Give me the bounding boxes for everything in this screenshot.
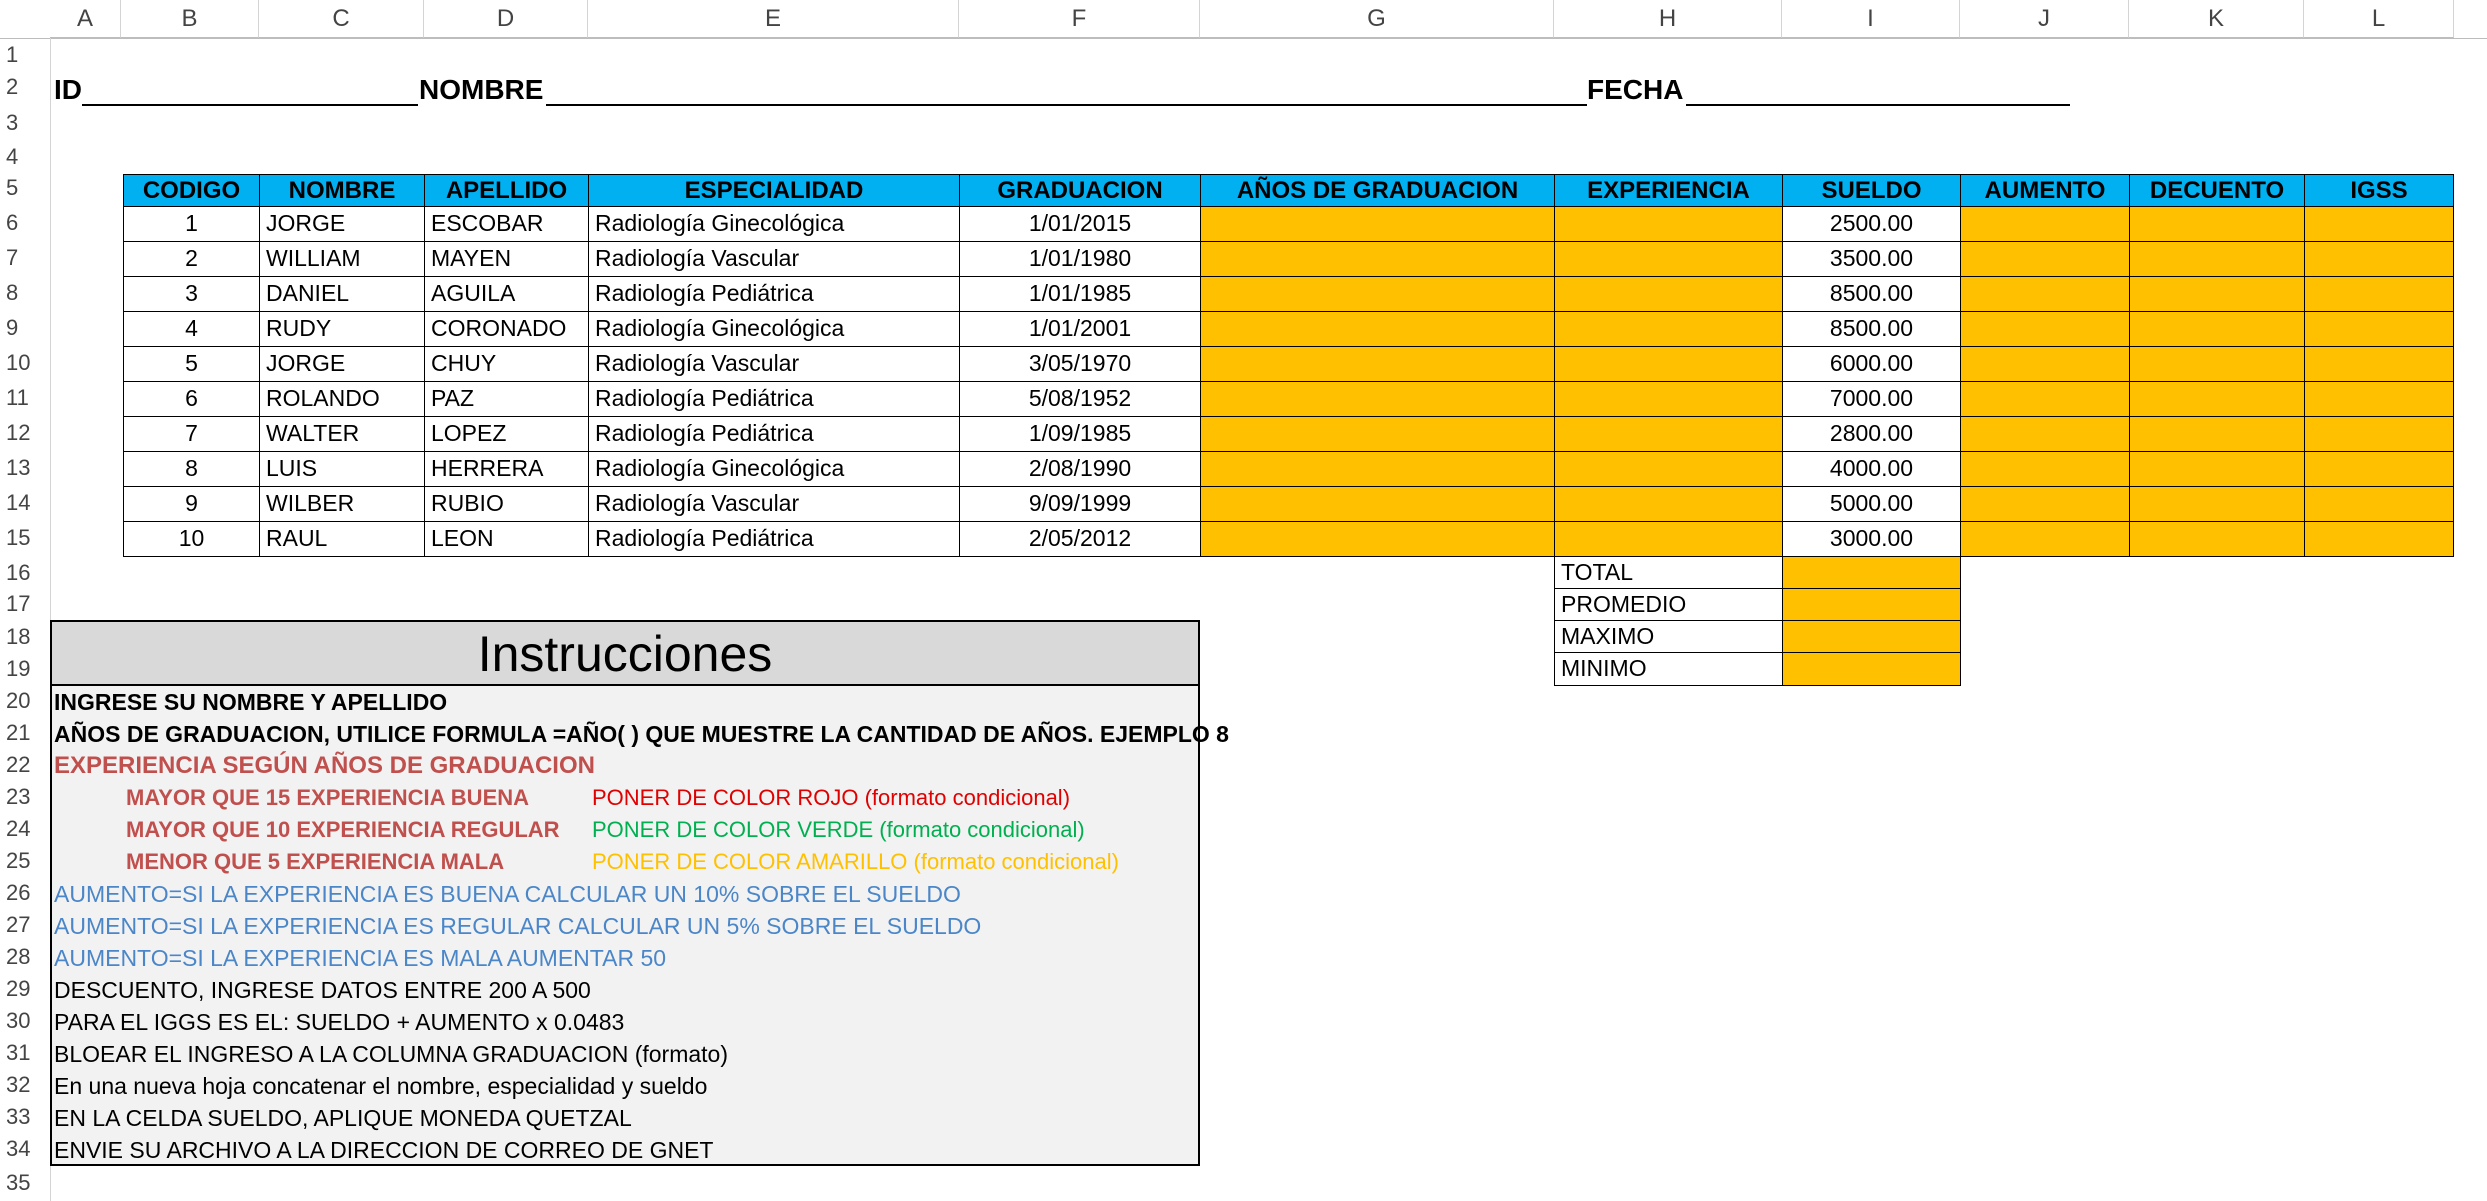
cell-codigo[interactable]: 2: [123, 241, 260, 277]
cell-igss[interactable]: [2304, 346, 2454, 382]
cell-experiencia[interactable]: [1554, 486, 1783, 522]
id-label: ID: [54, 74, 82, 105]
cell-igss[interactable]: [2304, 521, 2454, 557]
cell-experiencia[interactable]: [1554, 451, 1783, 487]
header-igss[interactable]: IGSS: [2304, 174, 2454, 207]
row-header-14[interactable]: 14: [0, 490, 50, 516]
cell-decuento[interactable]: [2129, 521, 2305, 557]
column-header-G[interactable]: G: [1200, 0, 1554, 38]
nombre-blank-line[interactable]: [546, 104, 1587, 106]
cell-anos-graduacion[interactable]: [1200, 416, 1555, 452]
column-header-A[interactable]: A: [50, 0, 121, 38]
instructions-title[interactable]: Instrucciones: [50, 620, 1200, 686]
row-header-1[interactable]: 1: [0, 42, 50, 68]
cell-sueldo[interactable]: 3500.00: [1782, 241, 1961, 277]
cell-apellido[interactable]: CHUY: [424, 346, 589, 382]
cell-codigo[interactable]: 6: [123, 381, 260, 417]
cell-sueldo[interactable]: 2500.00: [1782, 206, 1961, 242]
cell-decuento[interactable]: [2129, 241, 2305, 277]
instruction-line[interactable]: INGRESE SU NOMBRE Y APELLIDO: [54, 689, 448, 715]
cell-experiencia[interactable]: [1554, 311, 1783, 347]
cell-decuento[interactable]: [2129, 451, 2305, 487]
cell-aumento[interactable]: [1960, 451, 2130, 487]
cell-anos-graduacion[interactable]: [1200, 276, 1555, 312]
cell-graduacion[interactable]: 1/01/1980: [959, 241, 1201, 277]
cell-decuento[interactable]: [2129, 486, 2305, 522]
row-header-27[interactable]: 27: [0, 912, 50, 938]
row-header-19[interactable]: 19: [0, 656, 50, 682]
cell-graduacion[interactable]: 5/08/1952: [959, 381, 1201, 417]
cell-decuento[interactable]: [2129, 276, 2305, 312]
cell-anos-graduacion[interactable]: [1200, 346, 1555, 382]
cell-sueldo[interactable]: 2800.00: [1782, 416, 1961, 452]
row-header-6[interactable]: 6: [0, 210, 50, 236]
cell-experiencia[interactable]: [1554, 346, 1783, 382]
cell-graduacion[interactable]: 3/05/1970: [959, 346, 1201, 382]
cell-apellido[interactable]: CORONADO: [424, 311, 589, 347]
header-experiencia[interactable]: EXPERIENCIA: [1554, 174, 1783, 207]
cell-igss[interactable]: [2304, 416, 2454, 452]
cell-codigo[interactable]: 5: [123, 346, 260, 382]
cell-apellido[interactable]: AGUILA: [424, 276, 589, 312]
header-apellido[interactable]: APELLIDO: [424, 174, 589, 207]
cell-codigo[interactable]: 3: [123, 276, 260, 312]
row-header-5[interactable]: 5: [0, 175, 50, 201]
cell-igss[interactable]: [2304, 276, 2454, 312]
instruction-line[interactable]: PONER DE COLOR VERDE (formato condicional): [592, 817, 1085, 842]
cell-decuento[interactable]: [2129, 346, 2305, 382]
cell-aumento[interactable]: [1960, 241, 2130, 277]
cell-codigo[interactable]: 9: [123, 486, 260, 522]
cell-nombre[interactable]: WALTER: [259, 416, 425, 452]
cell-graduacion[interactable]: 2/08/1990: [959, 451, 1201, 487]
cell-aumento[interactable]: [1960, 311, 2130, 347]
cell-graduacion[interactable]: 1/09/1985: [959, 416, 1201, 452]
cell-especialidad[interactable]: Radiología Vascular: [588, 346, 960, 382]
row-header-17[interactable]: 17: [0, 591, 50, 617]
cell-sueldo[interactable]: 3000.00: [1782, 521, 1961, 557]
cell-apellido[interactable]: LEON: [424, 521, 589, 557]
cell-sueldo[interactable]: 5000.00: [1782, 486, 1961, 522]
row-header-31[interactable]: 31: [0, 1040, 50, 1066]
instruction-line[interactable]: DESCUENTO, INGRESE DATOS ENTRE 200 A 500: [54, 977, 591, 1003]
cell-igss[interactable]: [2304, 451, 2454, 487]
cell-igss[interactable]: [2304, 381, 2454, 417]
cell-apellido[interactable]: RUBIO: [424, 486, 589, 522]
column-header-B[interactable]: B: [121, 0, 259, 38]
cell-apellido[interactable]: LOPEZ: [424, 416, 589, 452]
summary-label-total[interactable]: TOTAL: [1554, 556, 1783, 589]
cell-decuento[interactable]: [2129, 416, 2305, 452]
row-header-3[interactable]: 3: [0, 110, 50, 136]
row-header-33[interactable]: 33: [0, 1104, 50, 1130]
cell-decuento[interactable]: [2129, 311, 2305, 347]
cell-especialidad[interactable]: Radiología Pediátrica: [588, 521, 960, 557]
cell-codigo[interactable]: 8: [123, 451, 260, 487]
row-header-9[interactable]: 9: [0, 315, 50, 341]
cell-aumento[interactable]: [1960, 416, 2130, 452]
column-header-C[interactable]: C: [259, 0, 424, 38]
cell-nombre[interactable]: WILBER: [259, 486, 425, 522]
header-anos-de-graduacion[interactable]: AÑOS DE GRADUACION: [1200, 174, 1555, 207]
cell-especialidad[interactable]: Radiología Pediátrica: [588, 381, 960, 417]
cell-codigo[interactable]: 1: [123, 206, 260, 242]
column-header-border: [0, 38, 2487, 39]
instruction-line[interactable]: MAYOR QUE 15 EXPERIENCIA BUENA: [126, 785, 530, 810]
header-especialidad[interactable]: ESPECIALIDAD: [588, 174, 960, 207]
cell-anos-graduacion[interactable]: [1200, 451, 1555, 487]
row-header-23[interactable]: 23: [0, 784, 50, 810]
instruction-line[interactable]: PONER DE COLOR AMARILLO (formato condicional): [592, 849, 1119, 874]
cell-nombre[interactable]: WILLIAM: [259, 241, 425, 277]
instruction-line[interactable]: PONER DE COLOR ROJO (formato condicional): [592, 785, 1071, 810]
cell-sueldo[interactable]: 6000.00: [1782, 346, 1961, 382]
cell-graduacion[interactable]: 2/05/2012: [959, 521, 1201, 557]
cell-especialidad[interactable]: Radiología Pediátrica: [588, 276, 960, 312]
cell-igss[interactable]: [2304, 206, 2454, 242]
summary-value-maximo[interactable]: [1782, 620, 1961, 653]
cell-especialidad[interactable]: Radiología Pediátrica: [588, 416, 960, 452]
cell-apellido[interactable]: MAYEN: [424, 241, 589, 277]
row-header-20[interactable]: 20: [0, 688, 50, 714]
cell-graduacion[interactable]: 1/01/2001: [959, 311, 1201, 347]
summary-label-maximo[interactable]: MAXIMO: [1554, 620, 1783, 653]
instruction-line[interactable]: ENVIE SU ARCHIVO A LA DIRECCION DE CORREO DE GNET: [54, 1137, 714, 1163]
cell-nombre[interactable]: JORGE: [259, 206, 425, 242]
cell-decuento[interactable]: [2129, 381, 2305, 417]
instruction-line[interactable]: AUMENTO=SI LA EXPERIENCIA ES MALA AUMENTAR 50: [54, 945, 667, 971]
column-header-H[interactable]: H: [1554, 0, 1782, 38]
cell-nombre[interactable]: JORGE: [259, 346, 425, 382]
summary-label-minimo[interactable]: MINIMO: [1554, 652, 1783, 686]
cell-nombre[interactable]: DANIEL: [259, 276, 425, 312]
cell-apellido[interactable]: ESCOBAR: [424, 206, 589, 242]
summary-value-promedio[interactable]: [1782, 588, 1961, 621]
cell-especialidad[interactable]: Radiología Ginecológica: [588, 206, 960, 242]
summary-value-total[interactable]: [1782, 556, 1961, 589]
cell-sueldo[interactable]: 8500.00: [1782, 276, 1961, 312]
header-graduacion[interactable]: GRADUACION: [959, 174, 1201, 207]
summary-value-minimo[interactable]: [1782, 652, 1961, 686]
instruction-line[interactable]: EXPERIENCIA SEGÚN AÑOS DE GRADUACION: [54, 752, 595, 779]
id-blank-line[interactable]: [82, 104, 418, 106]
fecha-blank-line[interactable]: [1686, 104, 2070, 106]
row-header-15[interactable]: 15: [0, 525, 50, 551]
instruction-line[interactable]: AUMENTO=SI LA EXPERIENCIA ES BUENA CALCULAR UN 10% SOBRE EL SUELDO: [54, 881, 961, 907]
instruction-line[interactable]: MENOR QUE 5 EXPERIENCIA MALA: [126, 849, 505, 874]
row-header-25[interactable]: 25: [0, 848, 50, 874]
instruction-line[interactable]: AUMENTO=SI LA EXPERIENCIA ES REGULAR CALCULAR UN 5% SOBRE EL SUELDO: [54, 913, 982, 939]
column-header-K[interactable]: K: [2129, 0, 2304, 38]
cell-aumento[interactable]: [1960, 276, 2130, 312]
cell-codigo[interactable]: 10: [123, 521, 260, 557]
cell-anos-graduacion[interactable]: [1200, 486, 1555, 522]
row-header-34[interactable]: 34: [0, 1136, 50, 1162]
column-header-I[interactable]: I: [1782, 0, 1960, 38]
cell-graduacion[interactable]: 1/01/2015: [959, 206, 1201, 242]
cell-decuento[interactable]: [2129, 206, 2305, 242]
header-aumento[interactable]: AUMENTO: [1960, 174, 2130, 207]
column-header-F[interactable]: F: [959, 0, 1200, 38]
cell-nombre[interactable]: ROLANDO: [259, 381, 425, 417]
cell-graduacion[interactable]: 1/01/1985: [959, 276, 1201, 312]
instruction-line[interactable]: BLOEAR EL INGRESO A LA COLUMNA GRADUACION (formato): [54, 1041, 728, 1067]
header-codigo[interactable]: CODIGO: [123, 174, 260, 207]
row-header-29[interactable]: 29: [0, 976, 50, 1002]
row-header-2[interactable]: 2: [0, 74, 50, 100]
row-header-35[interactable]: 35: [0, 1170, 50, 1196]
row-header-7[interactable]: 7: [0, 245, 50, 271]
cell-especialidad[interactable]: Radiología Ginecológica: [588, 311, 960, 347]
cell-apellido[interactable]: HERRERA: [424, 451, 589, 487]
cell-sueldo[interactable]: 8500.00: [1782, 311, 1961, 347]
instruction-line[interactable]: AÑOS DE GRADUACION, UTILICE FORMULA =AÑO( ) QUE MUESTRE LA CANTIDAD DE AÑOS. EJEMPLO 8: [54, 721, 1229, 747]
column-header-E[interactable]: E: [588, 0, 959, 38]
instruction-line[interactable]: EN LA CELDA SUELDO, APLIQUE MONEDA QUETZAL: [54, 1105, 632, 1131]
row-header-11[interactable]: 11: [0, 385, 50, 411]
fecha-label: FECHA: [1587, 74, 1684, 105]
cell-aumento[interactable]: [1960, 486, 2130, 522]
row-header-13[interactable]: 13: [0, 455, 50, 481]
nombre-label: NOMBRE: [419, 74, 544, 105]
cell-nombre[interactable]: RAUL: [259, 521, 425, 557]
cell-sueldo[interactable]: 7000.00: [1782, 381, 1961, 417]
cell-experiencia[interactable]: [1554, 276, 1783, 312]
row-header-26[interactable]: 26: [0, 880, 50, 906]
summary-label-promedio[interactable]: PROMEDIO: [1554, 588, 1783, 621]
cell-apellido[interactable]: PAZ: [424, 381, 589, 417]
row-header-8[interactable]: 8: [0, 280, 50, 306]
cell-graduacion[interactable]: 9/09/1999: [959, 486, 1201, 522]
row-header-10[interactable]: 10: [0, 350, 50, 376]
row-header-30[interactable]: 30: [0, 1008, 50, 1034]
cell-especialidad[interactable]: Radiología Ginecológica: [588, 451, 960, 487]
header-sueldo[interactable]: SUELDO: [1782, 174, 1961, 207]
cell-igss[interactable]: [2304, 241, 2454, 277]
cell-experiencia[interactable]: [1554, 206, 1783, 242]
row-header-12[interactable]: 12: [0, 420, 50, 446]
cell-anos-graduacion[interactable]: [1200, 381, 1555, 417]
instruction-line[interactable]: MAYOR QUE 10 EXPERIENCIA REGULAR: [126, 817, 560, 842]
header-nombre[interactable]: NOMBRE: [259, 174, 425, 207]
cell-igss[interactable]: [2304, 486, 2454, 522]
cell-experiencia[interactable]: [1554, 241, 1783, 277]
cell-experiencia[interactable]: [1554, 381, 1783, 417]
column-header-J[interactable]: J: [1960, 0, 2129, 38]
cell-especialidad[interactable]: Radiología Vascular: [588, 241, 960, 277]
row-header-32[interactable]: 32: [0, 1072, 50, 1098]
cell-igss[interactable]: [2304, 311, 2454, 347]
cell-sueldo[interactable]: 4000.00: [1782, 451, 1961, 487]
row-header-18[interactable]: 18: [0, 624, 50, 650]
cell-aumento[interactable]: [1960, 206, 2130, 242]
cell-nombre[interactable]: RUDY: [259, 311, 425, 347]
row-header-4[interactable]: 4: [0, 144, 50, 170]
cell-especialidad[interactable]: Radiología Vascular: [588, 486, 960, 522]
cell-nombre[interactable]: LUIS: [259, 451, 425, 487]
row-header-22[interactable]: 22: [0, 752, 50, 778]
cell-anos-graduacion[interactable]: [1200, 241, 1555, 277]
row-header-16[interactable]: 16: [0, 560, 50, 586]
cell-aumento[interactable]: [1960, 346, 2130, 382]
cell-aumento[interactable]: [1960, 381, 2130, 417]
instruction-line[interactable]: En una nueva hoja concatenar el nombre, especialidad y sueldo: [54, 1073, 708, 1099]
row-header-21[interactable]: 21: [0, 720, 50, 746]
column-header-D[interactable]: D: [424, 0, 588, 38]
cell-anos-graduacion[interactable]: [1200, 206, 1555, 242]
header-decuento[interactable]: DECUENTO: [2129, 174, 2305, 207]
cell-experiencia[interactable]: [1554, 521, 1783, 557]
cell-codigo[interactable]: 7: [123, 416, 260, 452]
instruction-line[interactable]: PARA EL IGGS ES EL: SUELDO + AUMENTO x 0.0483: [54, 1009, 625, 1035]
column-header-L[interactable]: L: [2304, 0, 2454, 38]
cell-codigo[interactable]: 4: [123, 311, 260, 347]
cell-anos-graduacion[interactable]: [1200, 521, 1555, 557]
cell-aumento[interactable]: [1960, 521, 2130, 557]
row-header-24[interactable]: 24: [0, 816, 50, 842]
cell-experiencia[interactable]: [1554, 416, 1783, 452]
cell-anos-graduacion[interactable]: [1200, 311, 1555, 347]
row-header-28[interactable]: 28: [0, 944, 50, 970]
